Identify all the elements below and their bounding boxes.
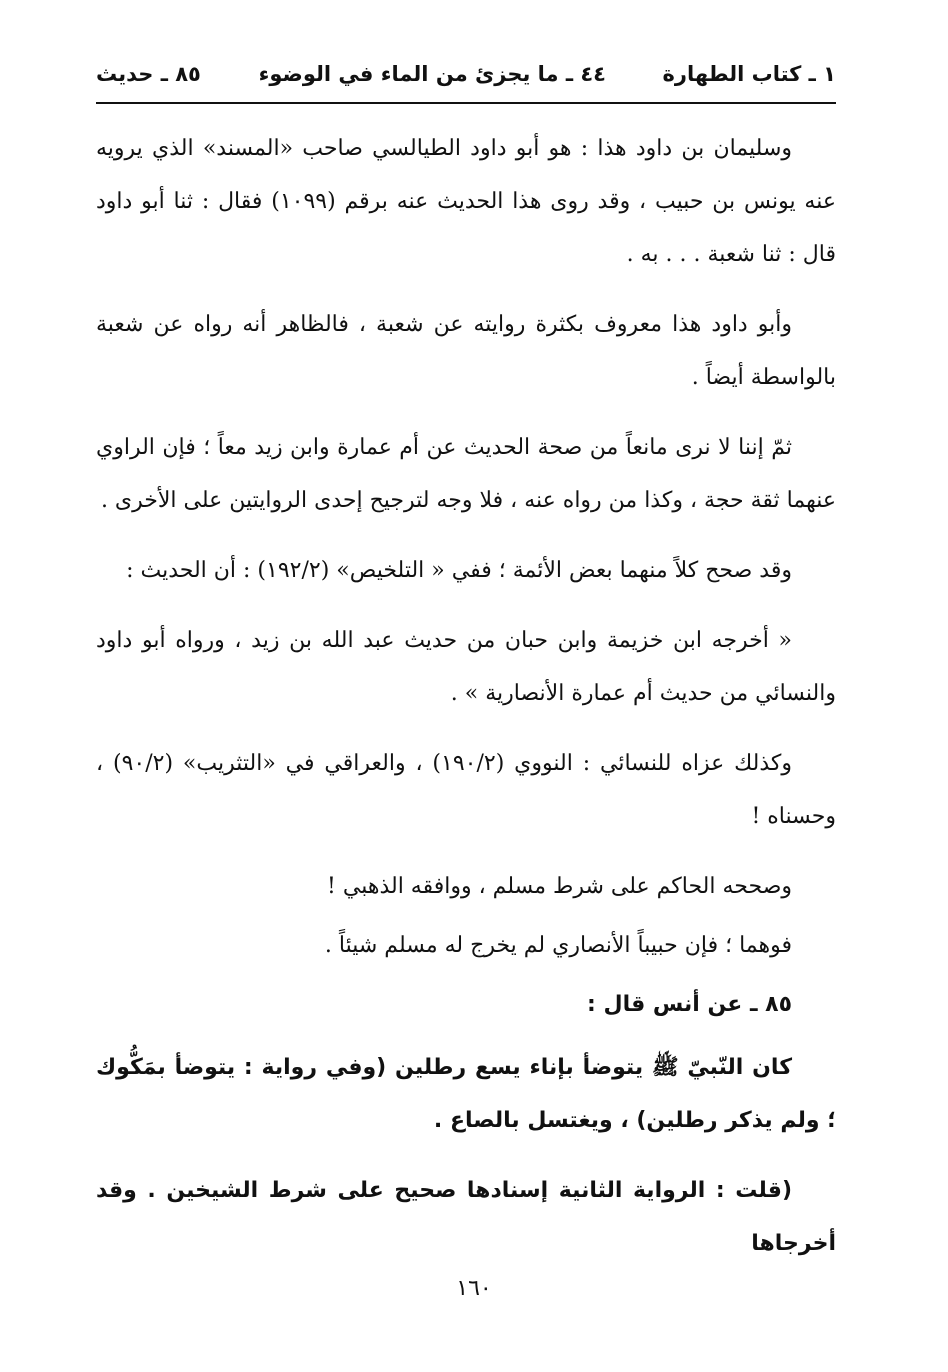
hadith-text: كان النّبيّ ﷺ يتوضأ بإناء يسع رطلين (وفي رواية : يتوضأ بمَكُّوك ؛ ولم يذكر رطلين) ، ويغتسل بالصاع . (96, 1055, 836, 1133)
header-chapter-title: ٤٤ ـ ما يجزئ من الماء في الوضوء (258, 62, 606, 86)
paragraph: وكذلك عزاه للنسائي : النووي (١٩٠/٢) ، والعراقي في «التثريب» (٩٠/٢) ، وحسناه ! (96, 751, 836, 829)
paragraph: ثمّ إننا لا نرى مانعاً من صحة الحديث عن أم عمارة وابن زيد معاً ؛ فإن الراوي عنهما ثقة حجة ، وكذا من رواه عنه ، فلا وجه لترجيح إحدى الروايتين على الأخرى . (96, 435, 836, 513)
header-divider (96, 102, 836, 104)
paragraph: وأبو داود هذا معروف بكثرة روايته عن شعبة ، فالظاهر أنه رواه عن شعبة بالواسطة أيضاً . (96, 312, 836, 390)
short-line: وصححه الحاكم على شرط مسلم ، ووافقه الذهبي ! (327, 874, 792, 899)
paragraph: « أخرجه ابن خزيمة وابن حبان من حديث عبد الله بن زيد ، ورواه أبو داود والنسائي من حديث أم عمارة الأنصارية » . (96, 628, 836, 706)
page-body (96, 122, 836, 1287)
header-book-title: ١ ـ كتاب الطهارة (662, 62, 836, 86)
short-line: فوهما ؛ فإن حبيباً الأنصاري لم يخرج له مسلم شيئاً . (324, 933, 792, 958)
paragraph: وقد صحح كلاً منهما بعض الأئمة ؛ ففي « التلخيص» (١٩٢/٢) : أن الحديث : (126, 558, 792, 583)
page-number: ١٦٠ (456, 1276, 492, 1301)
paragraph: وسليمان بن داود هذا : هو أبو داود الطيالسي صاحب «المسند» الذي يرويه عنه يونس بن حبيب ، وقد روى هذا الحديث عنه برقم (١٠٩٩) فقال : ثنا أبو داود قال : ثنا شعبة . . . به . (96, 136, 836, 267)
hadith-heading: ٨٥ ـ عن أنس قال : (587, 992, 792, 1017)
header-hadith-number: ٨٥ ـ حديث (96, 62, 201, 86)
hadith-note: (قلت : الرواية الثانية إسنادها صحيح على شرط الشيخين . وقد أخرجاها (96, 1178, 836, 1256)
running-header (96, 58, 836, 102)
